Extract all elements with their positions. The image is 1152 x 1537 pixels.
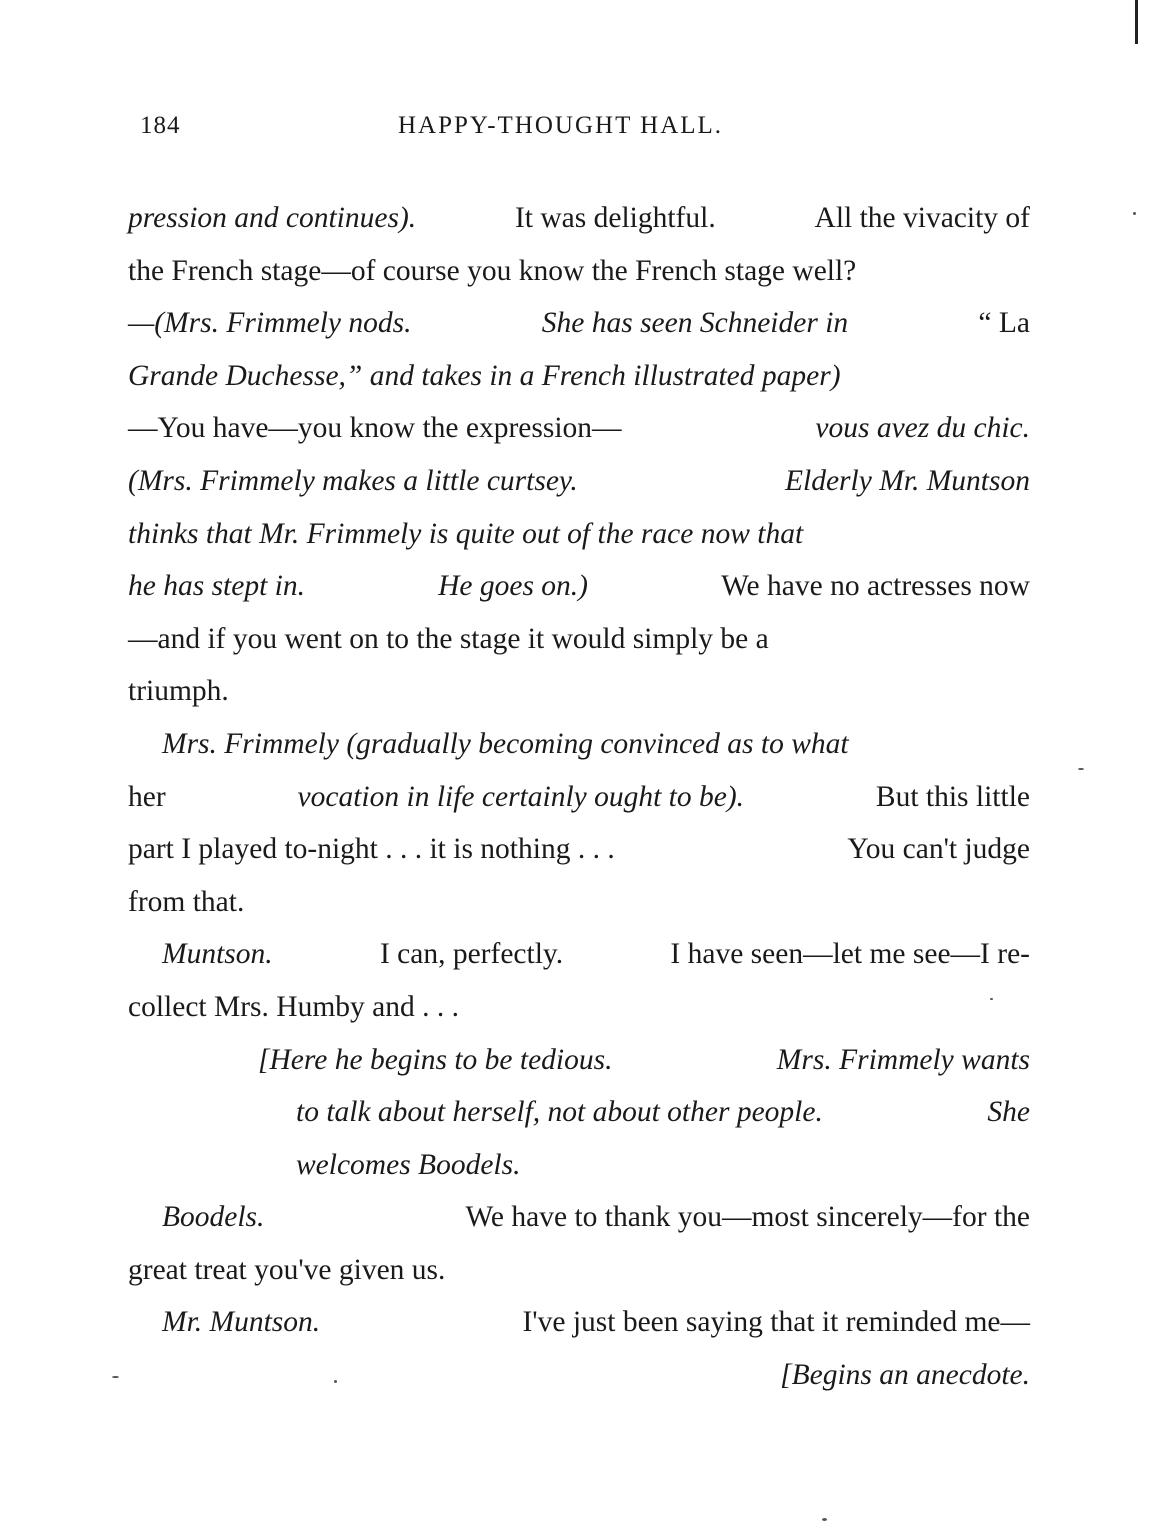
text-segment: But this little xyxy=(875,780,1030,813)
text-segment: It was delightful. xyxy=(514,202,716,234)
text-line xyxy=(128,1191,1030,1244)
text-segment: vocation in life certainly ought to be). xyxy=(297,780,745,813)
text-line xyxy=(128,771,1030,824)
text-line xyxy=(128,508,1030,561)
text-line xyxy=(128,1139,1030,1192)
text-segment: He goes on.) xyxy=(438,570,588,603)
text-segment: —You have—you know the expression— xyxy=(128,412,622,445)
text-line xyxy=(128,876,1030,929)
text-line xyxy=(128,1086,1030,1139)
text-line xyxy=(128,245,1030,298)
text-segment: She xyxy=(987,1096,1030,1129)
text-segment: Muntson. xyxy=(162,938,273,971)
text-line xyxy=(128,350,1030,403)
text-segment: great treat you've given us. xyxy=(128,1253,446,1286)
text-line xyxy=(128,402,1030,455)
text-segment: —and if you went on to the stage it would simply be a xyxy=(128,622,769,655)
body-text xyxy=(128,192,1030,1402)
scan-speck xyxy=(112,1376,119,1378)
text-segment: —(Mrs. Frimmely nods. xyxy=(128,307,412,340)
scan-speck xyxy=(1078,768,1084,770)
scan-speck xyxy=(1133,212,1136,215)
text-segment: vous avez du chic. xyxy=(815,412,1030,445)
text-segment: welcomes Boodels. xyxy=(296,1148,521,1181)
text-segment: I can, perfectly. xyxy=(379,938,564,971)
text-line xyxy=(128,297,1030,350)
text-segment: thinks that Mr. Frimmely is quite out of the race now that xyxy=(128,517,804,550)
text-line xyxy=(128,192,1030,245)
text-segment: from that. xyxy=(128,885,245,918)
scan-edge-mark xyxy=(1135,0,1138,44)
text-segment: triumph. xyxy=(128,675,229,708)
text-segment: I've just been saying that it reminded me— xyxy=(522,1306,1030,1339)
text-segment: the French stage—of course you know the French stage well? xyxy=(128,254,857,287)
text-segment: Mr. Muntson. xyxy=(162,1306,321,1339)
text-segment: (Mrs. Frimmely makes a little curtsey. xyxy=(128,464,578,497)
text-segment: We have no actresses now xyxy=(721,570,1030,603)
text-segment: We have to thank you—most sincerely—for the xyxy=(465,1201,1030,1234)
text-line xyxy=(128,665,1030,718)
text-segment: Grande Duchesse,” and takes in a French illustrated paper) xyxy=(128,359,841,392)
text-segment: I have seen—let me see—I re- xyxy=(670,938,1030,971)
scan-speck xyxy=(990,998,993,1000)
text-segment: pression and continues). xyxy=(128,202,417,234)
text-line xyxy=(128,1296,1030,1349)
text-line xyxy=(128,928,1030,981)
text-segment: “ La xyxy=(978,307,1030,340)
text-line xyxy=(128,1034,1030,1087)
text-segment: her xyxy=(128,780,166,813)
text-line xyxy=(128,613,1030,666)
text-segment: [Begins an anecdote. xyxy=(780,1359,1030,1392)
text-line xyxy=(128,823,1030,876)
text-segment: he has stept in. xyxy=(128,570,305,603)
text-line xyxy=(128,1349,1030,1402)
text-segment: Mrs. Frimmely wants xyxy=(776,1043,1030,1076)
page-number: 184 xyxy=(140,112,181,139)
scan-speck xyxy=(334,1380,337,1383)
text-line xyxy=(128,1244,1030,1297)
text-segment: collect Mrs. Humby and . . . xyxy=(128,990,459,1023)
text-segment: Mrs. Frimmely (gradually becoming convinced as to what xyxy=(162,727,849,760)
running-head: HAPPY-THOUGHT HALL. xyxy=(398,112,724,139)
text-line xyxy=(128,718,1030,771)
text-segment: [Here he begins to be tedious. xyxy=(258,1043,613,1076)
text-line xyxy=(128,455,1030,508)
scan-speck xyxy=(822,1518,827,1521)
text-segment: Boodels. xyxy=(162,1201,265,1234)
text-segment: You can't judge xyxy=(847,833,1030,866)
text-segment: All the vivacity of xyxy=(814,202,1030,234)
text-segment: part I played to-night . . . it is nothing . . . xyxy=(128,833,615,866)
text-line xyxy=(128,981,1030,1034)
text-segment: to talk about herself, not about other people. xyxy=(296,1096,823,1129)
page-header xyxy=(0,112,1152,146)
text-line xyxy=(128,560,1030,613)
text-segment: Elderly Mr. Muntson xyxy=(785,464,1030,497)
text-segment: She has seen Schneider in xyxy=(541,307,849,340)
